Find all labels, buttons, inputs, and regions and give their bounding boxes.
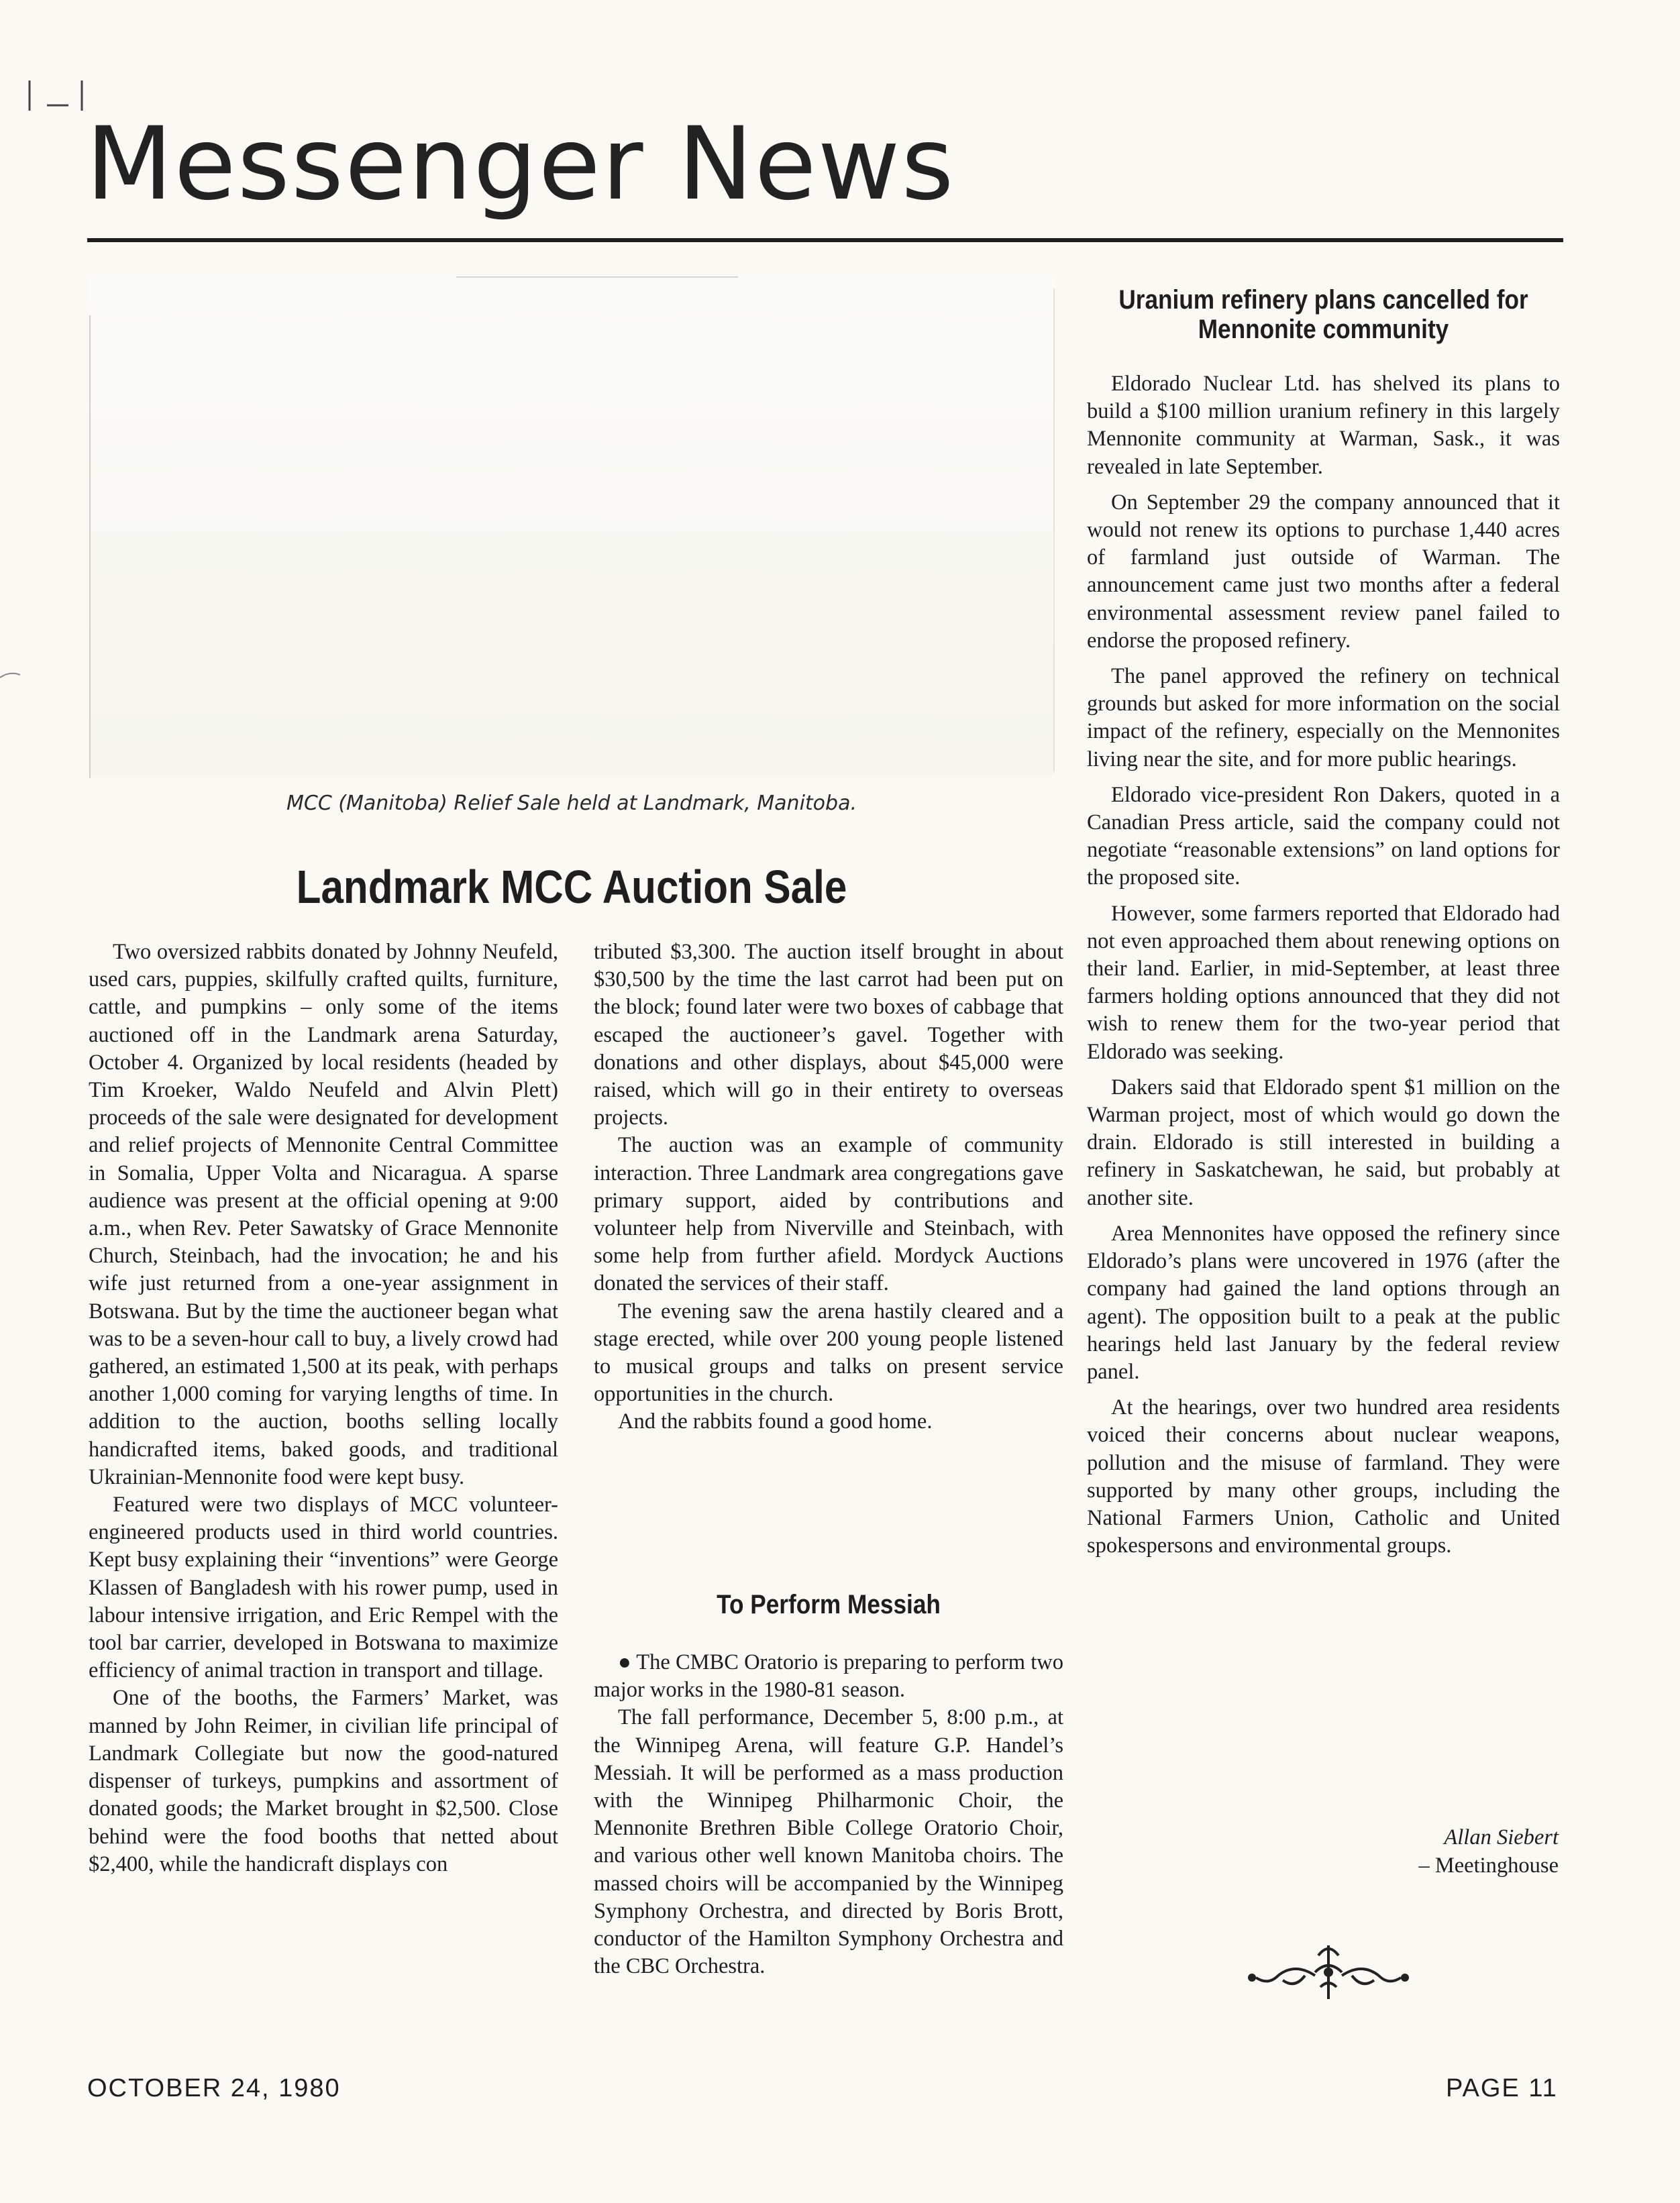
article-paragraph: Eldorado vice-president Ron Dakers, quoted in a Canadian Press article, said the company could not negotiate “reasonable extensions” on land options for the proposed site.: [1087, 782, 1560, 890]
article-paragraph: tributed $3,300. The auction itself brought in about $30,500 by the time the last carrot had been put on the block; found later were two boxes of cabbage that escaped the auctioneer’s gavel. Together with donations and other displays, about $45,000 were raised, which will go in their entirety to overseas projects.: [594, 940, 1063, 1130]
article-paragraph: However, some farmers reported that Eldorado had not even approached them about renewing options on their land. Earlier, in mid-September, at least three farmers holding options announced that they did not wish to renew them for the two-year period that Eldorado was seeking.: [1087, 901, 1560, 1064]
article-paragraph: Dakers said that Eldorado spent $1 million on the Warman project, most of which would go down the drain. Eldorado is still interested in building a refinery in Saskatchewan, he said, but probably at another site.: [1087, 1075, 1560, 1210]
main-article-column-1: [89, 938, 558, 1878]
article-paragraph: At the hearings, over two hundred area residents voiced their concerns about nuclear weapons, pollution and the misuse of farmland. They were supported by many other groups, including the National Farmers Union, Catholic and United spokespersons and environmental groups.: [1087, 1395, 1560, 1558]
page-number: PAGE 11: [1446, 2074, 1558, 2102]
photo-border: [89, 315, 91, 778]
masthead-rule: [87, 238, 1563, 242]
article-paragraph: Eldorado Nuclear Ltd. has shelved its plans to build a $100 million uranium refinery in this largely Mennonite community at Warman, Sask., it was revealed in late September.: [1087, 372, 1560, 479]
article-paragraph: Two oversized rabbits donated by Johnny Neufeld, used cars, puppies, skilfully crafted quilts, furniture, cattle, and pumpkins – only some of the items auctioned off in the Landmark arena Saturday, October 4. Organized by local residents (headed by Tim Kroeker, Waldo Neufeld and Alvin Plett) proceeds of the sale were designated for development and relief projects of Mennonite Central Committee in Somalia, Upper Volta and Nicaragua. A sparse audience was present at the official opening at 9:00 a.m., when Rev. Peter Sawatsky of Grace Mennonite Church, Steinbach, had the invocation; he and his wife just returned from a one-year assignment in Botswana. But by the time the auctioneer began what was to be a seven-hour call to buy, a lively crowd had gathered, an estimated 1,500 at its peak, with perhaps another 1,000 coming for varying lengths of time. In addition to the auction, booths selling locally handicrafted items, baked goods, and traditional Ukrainian-Mennonite food were kept busy.: [89, 940, 558, 1489]
article-paragraph: Featured were two displays of MCC volunteer-engineered products used in third world countries. Kept busy explaining their “inventions” were George Klassen of Bangladesh with his rower pump, used in labour intensive irrigation, and Eric Rempel with the tool bar carrier, developed in Botswana to maximize efficiency of animal traction in transport and tillage.: [89, 1493, 558, 1683]
issue-date: OCTOBER 24, 1980: [87, 2074, 341, 2102]
masthead-title: Messenger News: [86, 106, 955, 223]
article-paragraph: The fall performance, December 5, 8:00 p.m., at the Winnipeg Arena, will feature G.P. Handel’s Messiah. It will be performed as a mass production with the Winnipeg Philharmonic Choir, the Mennonite Brethren Bible College Oratorio Choir, and various other well known Manitoba choirs. The massed choirs will be accompanied by the Winnipeg Symphony Orchestra, and directed by Boris Brott, conductor of the Hamilton Symphony Orchestra and the CBC Orchestra.: [594, 1705, 1063, 1979]
photo: [89, 275, 1055, 775]
article-paragraph: The evening saw the arena hastily cleared and a stage erected, while over 200 young people listened to musical groups and talks on present service opportunities in the church.: [594, 1299, 1063, 1407]
photo-caption: MCC (Manitoba) Relief Sale held at Landmark, Manitoba.: [286, 792, 857, 815]
article-paragraph: And the rabbits found a good home.: [618, 1409, 933, 1434]
registration-mark-icon: [27, 64, 87, 114]
uranium-article: [1087, 370, 1560, 1568]
messiah-headline: To Perform Messiah: [717, 1590, 941, 1619]
article-paragraph: ● The CMBC Oratorio is preparing to perform two major works in the 1980-81 season.: [594, 1650, 1063, 1703]
margin-mark-icon: [0, 671, 20, 679]
main-headline: Landmark MCC Auction Sale: [296, 861, 847, 913]
article-paragraph: Area Mennonites have opposed the refinery since Eldorado’s plans were uncovered in 1976 (after the company had gained the land options through an agent). The opposition built to a peak at the public hearings held last January by the federal review panel.: [1087, 1221, 1560, 1384]
photo-border: [1053, 288, 1055, 771]
photo-border: [456, 276, 738, 278]
messiah-article: [594, 1649, 1063, 1980]
byline-source: – Meetinghouse: [1418, 1853, 1559, 1878]
byline: [1087, 1823, 1559, 1880]
article-paragraph: One of the booths, the Farmers’ Market, was manned by John Reimer, in civilian life principal of Landmark Collegiate but now the good-natured dispenser of turkeys, pumpkins and assortment of donated goods; the Market brought in $2,500. Close behind were the food booths that netted about $2,400, while the handicraft displays con: [89, 1686, 558, 1876]
article-paragraph: The auction was an example of community interaction. Three Landmark area congregations gave primary support, aided by contributions and volunteer help from Niverville and Steinbach, with some help from further afield. Mordyck Auctions donated the services of their staff.: [594, 1133, 1063, 1296]
article-paragraph: The panel approved the refinery on technical grounds but asked for more information on the social impact of the refinery, especially on the Mennonites living near the site, and for more public hearings.: [1087, 664, 1560, 771]
author-name: Allan Siebert: [1444, 1825, 1559, 1849]
uranium-headline: Uranium refinery plans cancelled for Mennonite community: [1118, 285, 1528, 344]
ornament-icon: [1241, 1939, 1416, 2006]
article-paragraph: On September 29 the company announced that it would not renew its options to purchase 1,440 acres of farmland just outside of Warman. The announcement came just two months after a federal environmental assessment review panel failed to endorse the proposed refinery.: [1087, 490, 1560, 653]
main-article-column-2: [594, 938, 1063, 1436]
